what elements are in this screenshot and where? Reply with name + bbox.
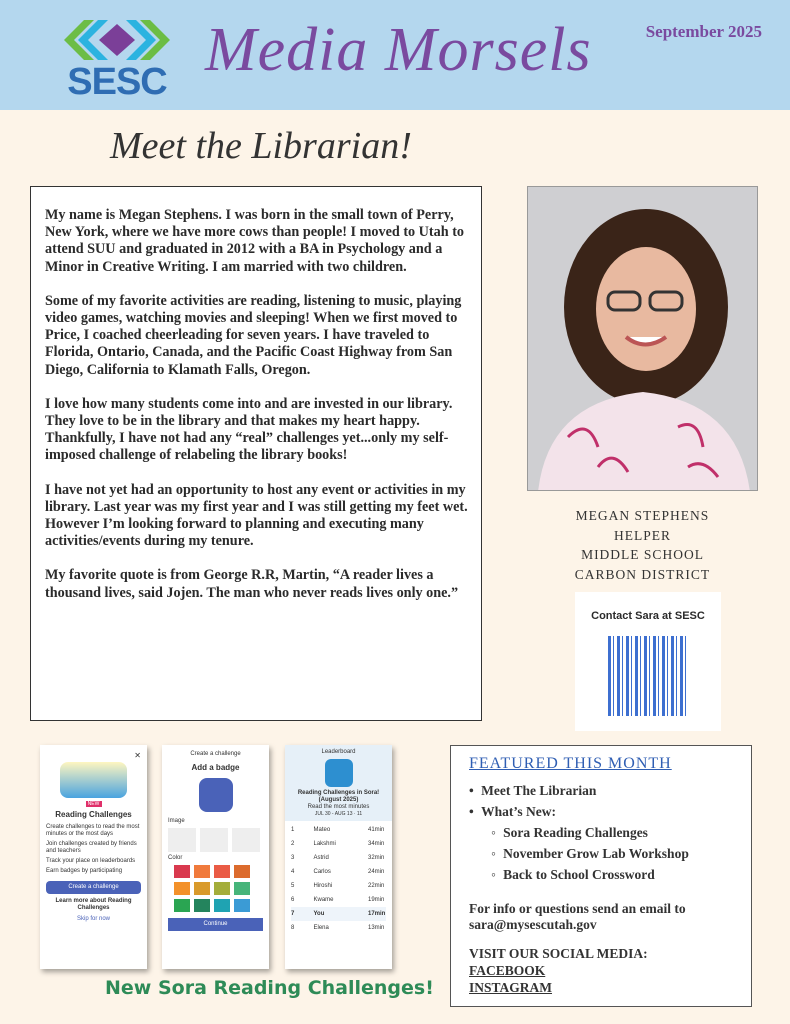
qr-code-icon[interactable] (608, 636, 688, 716)
badge-preview-icon (199, 778, 233, 812)
facebook-link[interactable]: FACEBOOK (469, 963, 546, 978)
section-heading: Meet the Librarian! (110, 125, 412, 167)
leaderboard-rank: 1 (291, 826, 295, 833)
feature-item: Track your place on leaderboards (46, 858, 136, 864)
logo-chevrons-icon (62, 18, 172, 66)
contact-qr-card[interactable] (575, 592, 721, 731)
leaderboard-rank: 7 (291, 910, 295, 917)
screen-header: Leaderboard (321, 749, 356, 755)
leaderboard-minutes: 17min (368, 910, 386, 917)
screen-title: Add a badge (191, 763, 240, 772)
sesc-logo (62, 18, 172, 103)
issue-date: September 2025 (645, 22, 762, 41)
sora-screenshots (40, 745, 400, 970)
leaderboard-rank: 2 (291, 840, 295, 847)
leaderboard-name: Carlos (313, 868, 331, 875)
leaderboard-minutes: 22min (368, 882, 385, 889)
featured-subitem: ◦ Sora Reading Challenges (469, 822, 733, 843)
leaderboard-row (291, 823, 386, 837)
create-challenge-button[interactable]: Create a challenge (46, 881, 141, 894)
bio-paragraph: My name is Megan Stephens. I was born in the small town of Perry, New York, where we have more cows than people! I moved to Utah to attend SUU and graduated in 2012 with a BA in Psychology and a Minor in Creative Writing. I am married with two children. (45, 207, 465, 275)
leaderboard-name: Astrid (313, 854, 329, 861)
sora-screen-intro (40, 745, 147, 969)
leaderboard-rank: 8 (291, 924, 295, 931)
featured-item: • Meet The Librarian (469, 780, 733, 801)
featured-subitem: ◦ Back to School Crossword (469, 864, 733, 885)
caption-district: CARBON DISTRICT (574, 566, 711, 582)
image-label: Image (168, 818, 185, 824)
featured-heading: FEATURED THIS MONTH (469, 755, 672, 772)
leaderboard-rank: 6 (291, 896, 295, 903)
leaderboard-row (291, 837, 386, 851)
leaderboard-name: Kwame (313, 896, 334, 903)
color-grid[interactable] (174, 865, 257, 912)
newsletter-title: Media Morsels (205, 16, 592, 84)
leaderboard-minutes: 13min (368, 924, 385, 931)
new-badge: NEW (86, 801, 102, 807)
leaderboard-badge-icon (325, 759, 353, 787)
librarian-bio (30, 186, 482, 721)
leaderboard-minutes: 24min (368, 868, 385, 875)
image-options[interactable] (168, 828, 263, 852)
books-illustration (60, 762, 127, 798)
leaderboard-row (291, 851, 386, 865)
challenge-title: Reading Challenges in Sora! (August 2025) (297, 790, 380, 803)
leaderboard-name: Elena (313, 924, 329, 931)
caption-name: MEGAN STEPHENS (575, 508, 710, 523)
feature-item: Create challenges to read the most minutes or the most days (46, 824, 140, 837)
librarian-photo (527, 186, 758, 491)
leaderboard-name: Hiroshi (313, 882, 333, 889)
social-heading: VISIT OUR SOCIAL MEDIA: (469, 946, 648, 961)
instagram-link[interactable]: INSTAGRAM (469, 980, 553, 995)
leaderboard-name: Mateo (313, 826, 331, 833)
leaderboard-rank: 3 (291, 854, 295, 861)
screen-header: Create a challenge (190, 751, 241, 757)
challenge-dates: JUL 30 - AUG 13 · 11 (314, 811, 363, 817)
challenge-subtitle: Read the most minutes (307, 804, 370, 810)
contact-info: For info or questions send an email to sara@mysescutah.gov (469, 901, 686, 932)
leaderboard-row (291, 921, 386, 935)
leaderboard-name: You (313, 910, 325, 917)
bio-paragraph: I love how many students come into and are invested in our library. They love to be in the library and that makes my heart happy. Thankfully, I have not had any “real” challenges yet...only my self-imposed challenge of relabeling the library books! (45, 395, 453, 464)
leaderboard-row (291, 907, 386, 921)
featured-list (469, 780, 733, 885)
learn-more-link[interactable]: Learn more about Reading Challenges (55, 898, 132, 911)
sora-screen-badge (162, 745, 269, 969)
featured-subitem: ◦ November Grow Lab Workshop (469, 843, 733, 864)
header-banner (0, 0, 790, 110)
caption-level: MIDDLE SCHOOL (581, 547, 704, 562)
leaderboard-name: Lakshmi (313, 840, 336, 847)
qr-label: Contact Sara at SESC (591, 610, 705, 622)
leaderboard-minutes: 32min (368, 854, 385, 861)
bio-paragraph: Some of my favorite activities are reading, listening to music, playing video games, watching movies and sleeping! When we first moved to Price, I coached cheerleading for seven years. I have traveled to Florida, Ontario, Canada, and the Pacific Coast Highway from San Diego, California to Klamath Falls, Oregon. (45, 292, 462, 378)
bio-paragraph: My favorite quote is from George R.R, Martin, “A reader lives a thousand lives, said Jojen. The man who never reads lives only one.” (45, 567, 459, 601)
caption-school: HELPER (613, 527, 671, 543)
feature-item: Earn badges by participating (46, 868, 123, 874)
leaderboard-row (291, 893, 386, 907)
leaderboard-minutes: 41min (368, 826, 385, 833)
close-icon[interactable]: ✕ (134, 751, 141, 760)
leaderboard-minutes: 34min (368, 840, 385, 847)
continue-button[interactable]: Continue (168, 918, 263, 931)
leaderboard-rank: 5 (291, 882, 295, 889)
featured-item: • What’s New: (469, 801, 733, 822)
social-section (469, 945, 733, 996)
leaderboard-row (291, 865, 386, 879)
feature-item: Join challenges created by friends and teachers (46, 841, 137, 854)
featured-box (450, 745, 752, 1007)
bio-paragraph: I have not yet had an opportunity to host any event or activities in my library. Last year was my first year and I was still getting my feet wet. However I’m looking forward to planning and executing many activities/events during my tenure. (45, 481, 468, 550)
skip-link[interactable]: Skip for now (76, 916, 110, 922)
librarian-caption (527, 506, 758, 584)
sora-screen-leaderboard (285, 745, 392, 969)
leaderboard-rank: 4 (291, 868, 295, 875)
leaderboard-row (291, 879, 386, 893)
leaderboard-minutes: 19min (368, 896, 385, 903)
sora-caption: New Sora Reading Challenges! (105, 977, 434, 999)
logo-text: SESC (67, 61, 167, 103)
color-label: Color (168, 855, 183, 861)
screen-title: Reading Challenges (55, 810, 132, 819)
